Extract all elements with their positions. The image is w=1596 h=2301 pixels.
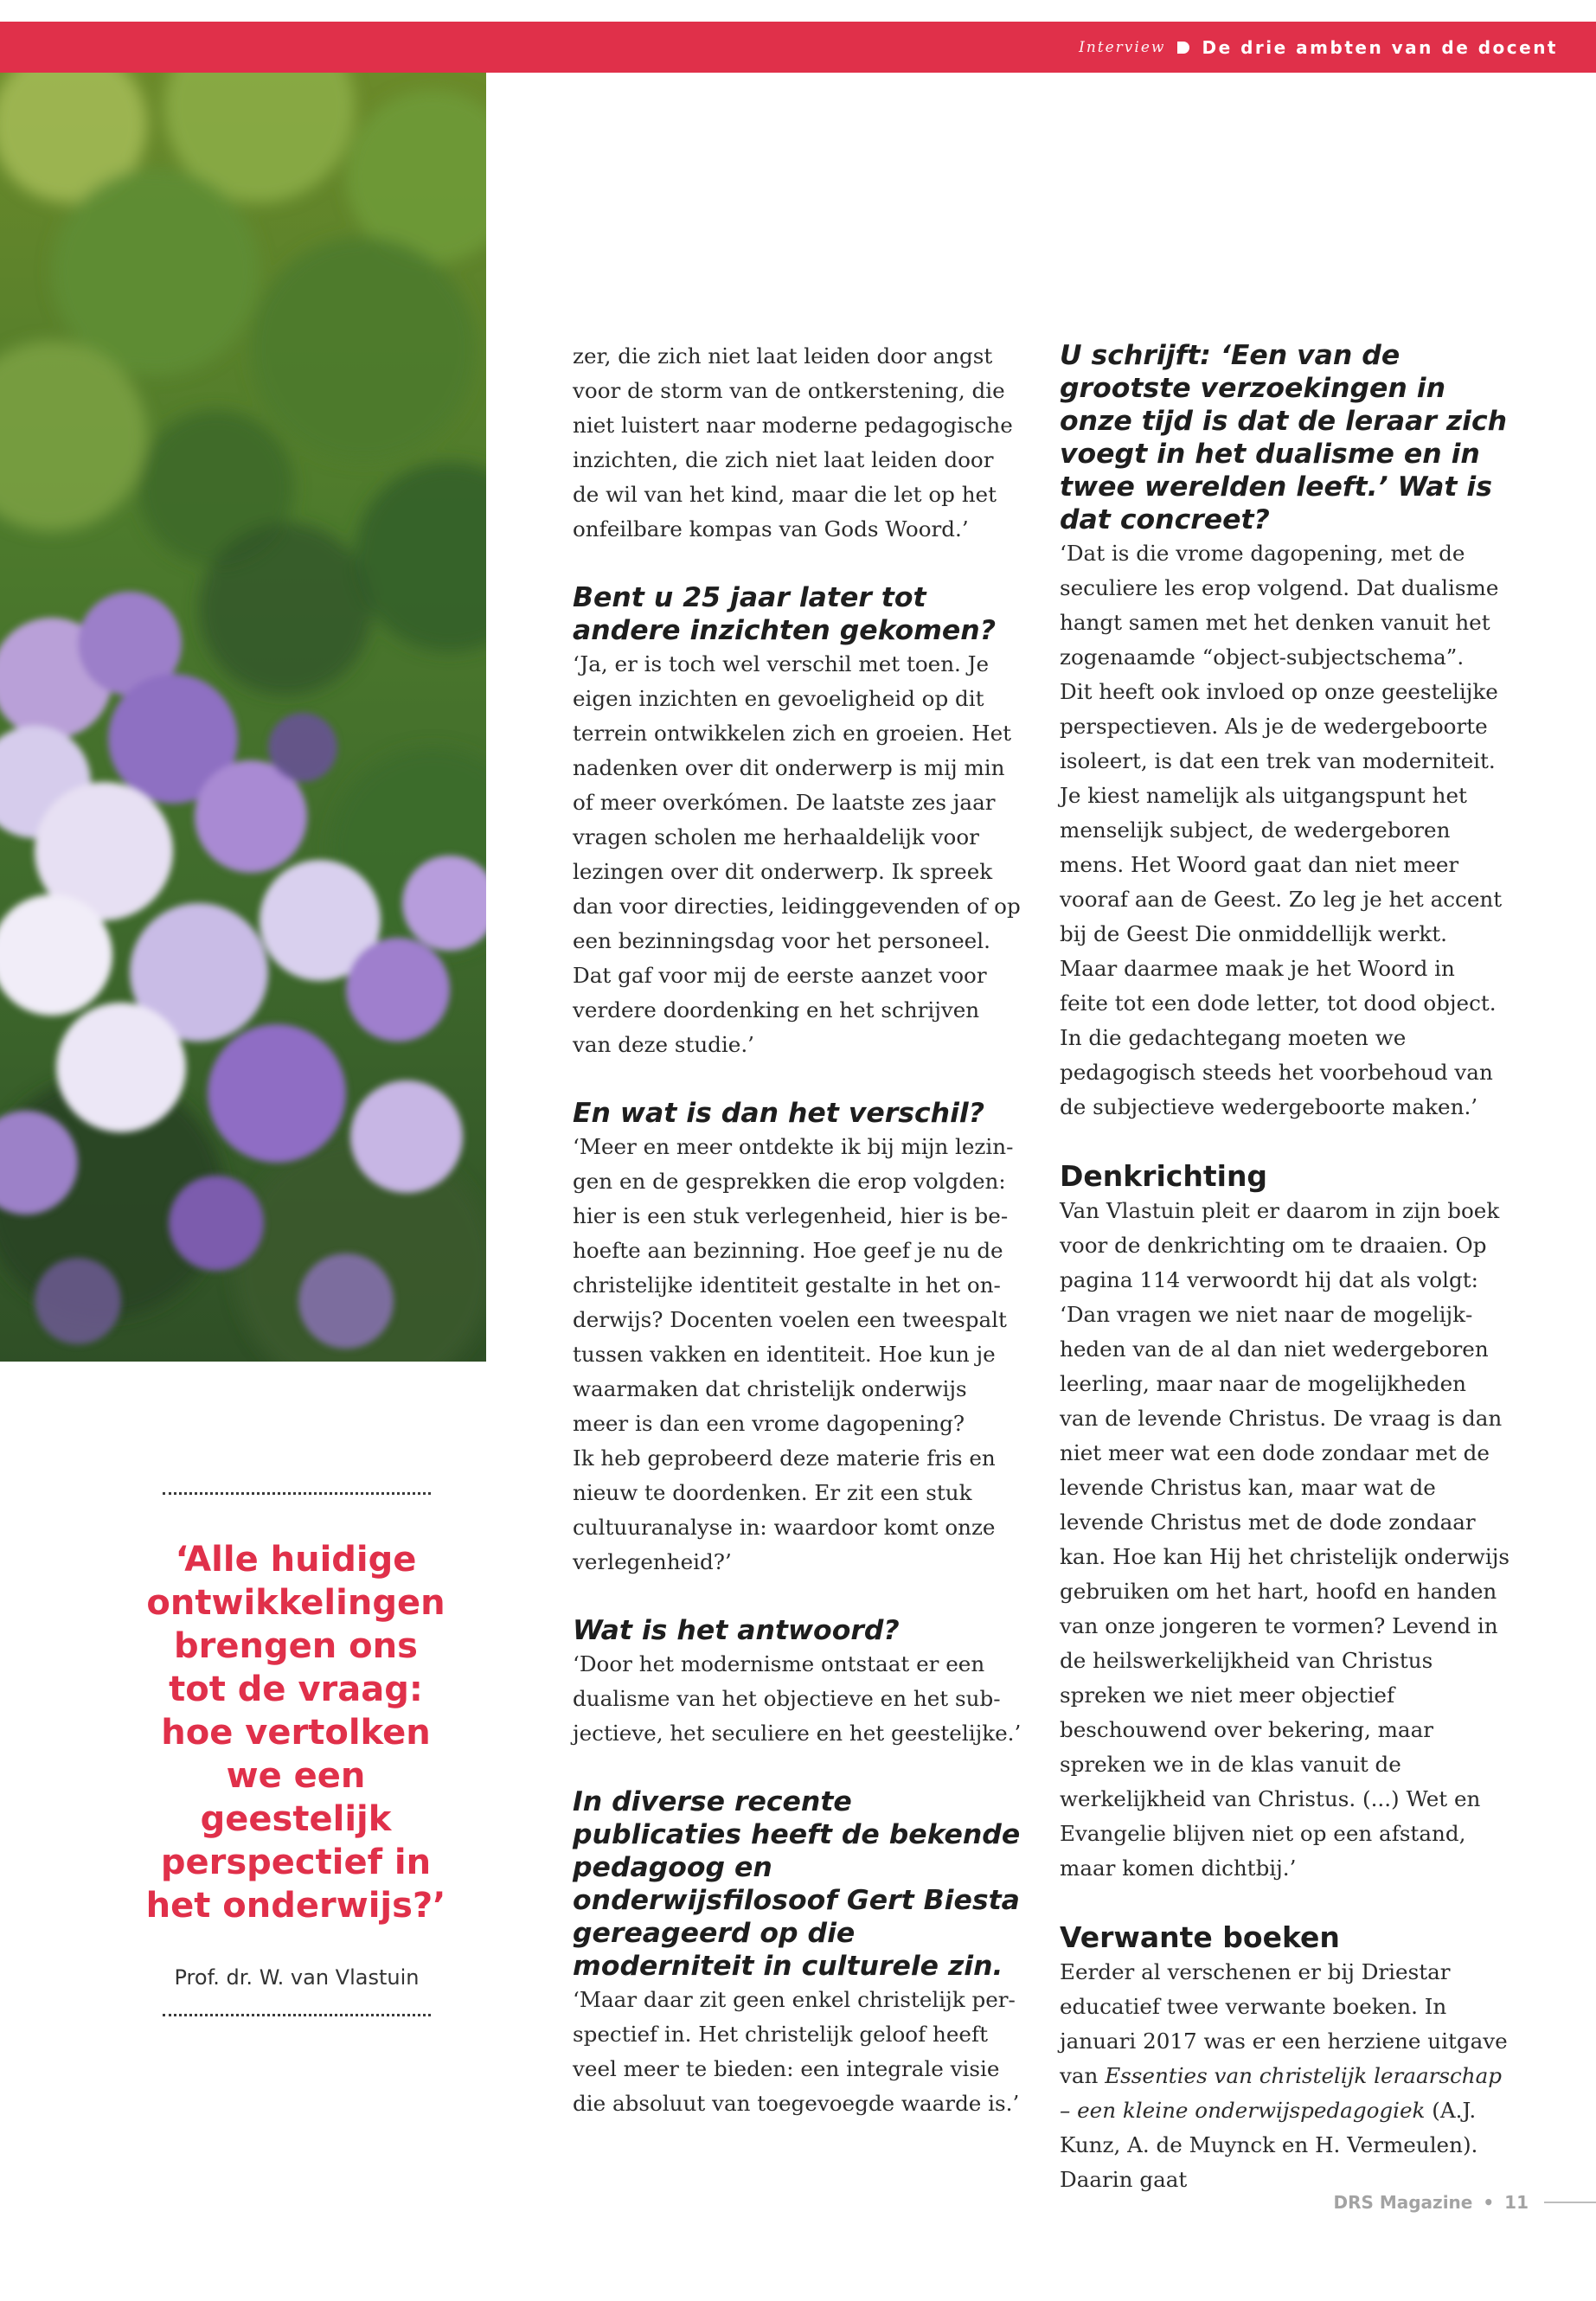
footer-rule xyxy=(1544,2202,1596,2203)
page-footer xyxy=(1333,2189,1596,2216)
divider-bottom xyxy=(163,2014,431,2016)
section-kicker: Interview xyxy=(1079,38,1166,56)
paragraph: zer, die zich niet laat leiden door angst voor de storm van de ontkerstening, die niet luistert naar moderne pedagogische inzichten, die zich niet laat leiden door de wil van het kind, maar die let op het onfeilbare kompas van Gods Woord.’ xyxy=(573,343,1013,542)
pull-quote-author: Prof. dr. W. van Vlastuin xyxy=(174,1965,420,1990)
paragraph xyxy=(1060,1955,1509,2197)
footer-separator: • xyxy=(1483,2192,1495,2213)
subheading-denkrichting: Denkrichting xyxy=(1060,1159,1268,1193)
section-title: De drie ambten van de docent xyxy=(1202,36,1558,58)
paragraph: ‘Meer en meer ontdekte ik bij mijn lezingen en de gesprekken die erop volgden: hier is een stuk verlegenheid, hier is behoefte aan bezinning. Hoe geef je nu de christelijke identiteit gestalte in het onderwijs? Docenten voelen een tweespalt tussen vakken en identiteit. Hoe kun je waarmaken dat christelijk onderwijs meer is dan een vrome dagopening? xyxy=(573,1134,1014,1436)
paragraph: ‘Ja, er is toch wel verschil met toen. Je eigen inzichten en gevoeligheid op dit terrein ontwikkelen zich en groeien. Het nadenken over dit onderwerp is mij min of meer overkómen. De laatste zes jaar vragen scholen me herhaaldelijk voor lezingen over dit onderwerp. Ik spreek dan voor directies, leidinggevenden of op een bezinningsdag voor het personeel. Dat gaf voor mij de eerste aanzet voor verdere doordenking en het schrijven van deze studie.’ xyxy=(573,651,1021,1057)
interview-question: En wat is dan het verschil? xyxy=(573,1098,984,1129)
pull-quote xyxy=(145,1492,446,2016)
flowering-shrub-photo xyxy=(0,73,486,1362)
interview-question: Wat is het antwoord? xyxy=(573,1615,900,1646)
paragraph: ‘Dat is die vrome dagopening, met de seculiere les erop volgend. Dat dualisme hangt samen met het denken vanuit het zogenaamde “object-subjectschema”. xyxy=(1060,541,1499,670)
article-column-2 xyxy=(1060,339,1509,2197)
paragraph: Dit heeft ook invloed op onze geestelijke perspectieven. Als je de wedergeboorte isoleert, is dat een trek van moderniteit. Je kiest namelijk als uitgangspunt het menselijk subject, de wedergeboren mens. Het Woord gaat dan niet meer vooraf aan de Geest. Zo leg je het accent bij de Geest Die onmiddellijk werkt. Maar daarmee maak je het Woord in feite tot een dode letter, tot dood object. In die gedachtegang moeten we pedagogisch steeds het voorbehoud van de subjectieve wedergeboorte maken.’ xyxy=(1060,679,1503,1119)
text-run: Eerder al verschenen er bij Driestar educatief twee verwante boeken. In januari 2017 was er een herziene uitgave van xyxy=(1060,1959,1508,2088)
article-column-1 xyxy=(573,339,1022,2121)
section-label xyxy=(1079,22,1558,73)
interview-question: U schrijft: ‘Een van de grootste verzoekingen in onze tijd is dat de leraar zich voegt in het dualisme en in twee werelden leeft.’ Wat is dat concreet? xyxy=(1060,340,1508,535)
divider-top xyxy=(163,1492,431,1495)
paragraph: Van Vlastuin pleit er daarom in zijn boek voor de denkrichting om te draaien. Op pagina 114 verwoordt hij dat als volgt: ‘Dan vragen we niet naar de mogelijkheden van de al dan niet wedergeboren leerling, maar naar de mogelijkheden van de levende Christus. De vraag is dan niet meer wat een dode zondaar met de levende Christus kan, maar wat de levende Christus met de dode zondaar kan. Hoe kan Hij het christelijk onderwijs gebruiken om het hart, hoofd en handen van onze jongeren te vormen? Levend in de heilswerkelijkheid van Christus spreken we niet meer objectief beschouwend over bekering, maar spreken we in de klas vanuit de werkelijkheid van Christus. (...) Wet en Evangelie blijven niet op een afstand, maar komen dichtbij.’ xyxy=(1060,1198,1509,1881)
paragraph: Ik heb geprobeerd deze materie fris en nieuw te doordenken. Er zit een stuk cultuuranalyse in: waardoor komt onze verlegenheid?’ xyxy=(573,1445,996,1574)
subheading-verwante-boeken: Verwante boeken xyxy=(1060,1920,1340,1954)
paragraph: ‘Maar daar zit geen enkel christelijk perspectief in. Het christelijk geloof heeft veel meer te bieden: een integrale visie die absoluut van toegevoegde waarde is.’ xyxy=(573,1987,1020,2116)
interview-question: Bent u 25 jaar later tot andere inzichten gekomen? xyxy=(573,582,996,646)
interview-question: In diverse recente publicaties heeft de bekende pedagoog en onderwijsfilosoof Gert Biesta gereageerd op die moderniteit in culturele zin. xyxy=(573,1786,1021,1982)
pull-quote-text: ‘Alle huidige ontwikkelingen brengen ons tot de vraag: hoe vertolken we een geestelijk perspectief in het onderwijs?’ xyxy=(145,1540,446,1926)
paragraph: ‘Door het modernisme ontstaat er een dualisme van het objectieve en het subjectieve, het seculiere en het geestelijke.’ xyxy=(573,1651,1022,1746)
book-title: Essenties van christelijk leraarschap – een kleine onderwijspedagogiek xyxy=(1060,2063,1503,2123)
arrow-bullet-icon xyxy=(1176,40,1191,55)
magazine-name: DRS Magazine xyxy=(1333,2192,1473,2213)
text-run: (A.J. Kunz, A. de Muynck en H. Vermeulen). Daarin gaat xyxy=(1060,2098,1478,2192)
page-number: 11 xyxy=(1504,2192,1529,2213)
